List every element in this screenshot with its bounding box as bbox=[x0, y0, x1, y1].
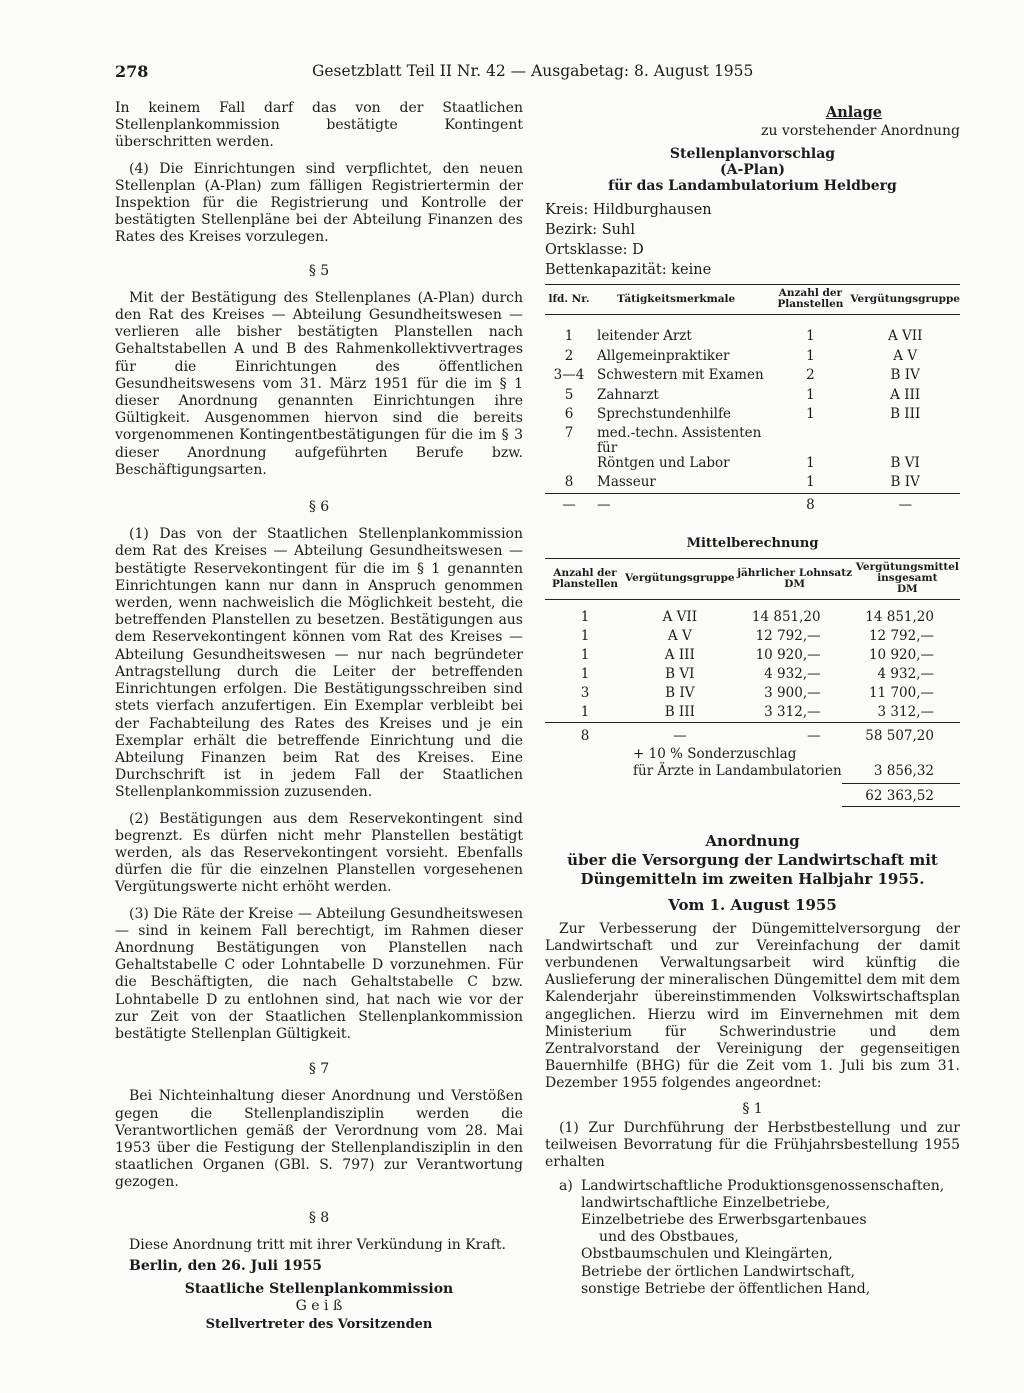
cell-lohnsatz: 3 312,— bbox=[764, 704, 821, 721]
ordinance-title-line: Düngemitteln im zweiten Halbjahr 1955. bbox=[580, 870, 925, 889]
table-header-row bbox=[545, 559, 960, 600]
column-header: Vergütungsgruppe bbox=[625, 572, 735, 585]
cell-gruppe: A V bbox=[667, 628, 692, 645]
ordinance-title-line: Anordnung bbox=[705, 832, 800, 851]
paragraph: (3) Die Räte der Kreise — Abteilung Gesundheitswesen — sind in keinem Fall berechtigt, im Rahmen dieser Anordnung Bestätigungen von Planstellen nach Gehaltstabelle C oder Lohntabelle D vorzunehmen. Für die Beschäftigten, die nach Gehaltstabelle C bzw. Lohntabelle D zu entlohnen sind, hat nach wie vor der zur Zeit von der Staatlichen Stellenplankommission bestätigte Stellenplan Gültigkeit. bbox=[115, 905, 523, 1042]
list-item-line: und des Obstbaues, bbox=[599, 1229, 739, 1246]
paragraph: (4) Die Einrichtungen sind verpflichtet, den neuen Stellenplan (A-Plan) zum fälligen Registriertermin der Inspektion für die Registrierung und Kontrolle der bestätigten Stellenpläne bei der Abteilung Finanzen des Rates des Kreises vorzulegen. bbox=[115, 160, 523, 246]
cell-nr: 8 bbox=[564, 474, 574, 491]
cell-gruppe: A III bbox=[890, 386, 921, 403]
zuschlag-block bbox=[545, 746, 960, 810]
left-column bbox=[115, 100, 523, 1333]
list-item-line: landwirtschaftliche Einzelbetriebe, bbox=[581, 1194, 831, 1211]
list-item-text: Landwirtschaftliche Produktionsgenossenschaften, bbox=[581, 1177, 945, 1194]
table-header-row bbox=[545, 285, 960, 315]
cell-anzahl: 8 bbox=[770, 493, 850, 515]
cell-lohnsatz: 3 900,— bbox=[764, 685, 821, 702]
cell-merkmal: Schwestern mit Examen bbox=[597, 367, 764, 384]
cell-gruppe: B IV bbox=[665, 685, 695, 702]
cell-summe: 11 700,— bbox=[868, 685, 934, 702]
cell-gruppe: A III bbox=[664, 647, 695, 664]
list-item-line: Betriebe der örtlichen Landwirtschaft, bbox=[581, 1263, 856, 1280]
column-header: Vergütungsgruppe bbox=[850, 292, 960, 305]
cell-anzahl: 1 bbox=[580, 647, 590, 664]
list-item-line: Obstbaumschulen und Kleingärten, bbox=[581, 1246, 833, 1263]
signature-name: G e i ß bbox=[295, 1298, 343, 1315]
page-running-title: Gesetzblatt Teil II Nr. 42 — Ausgabetag: 8. August 1955 bbox=[312, 62, 754, 80]
section-heading: § 8 bbox=[308, 1209, 330, 1226]
paragraph: In keinem Fall darf das von der Staatlichen Stellenplankommission bestätigte Kontingent überschritten werden. bbox=[115, 100, 523, 151]
cell-nr: 1 bbox=[564, 328, 574, 345]
cell-merkmal-line: Röntgen und Labor bbox=[597, 455, 730, 472]
total-value: 62 363,52 bbox=[865, 788, 934, 805]
cell-merkmal: Zahnarzt bbox=[597, 386, 659, 403]
cell-anzahl: 1 bbox=[806, 328, 815, 345]
section-heading: § 7 bbox=[308, 1061, 330, 1078]
cell-gruppe: B VI bbox=[890, 455, 920, 472]
table-row bbox=[545, 600, 960, 628]
meta-betten: Bettenkapazität: keine bbox=[545, 262, 712, 279]
place-date: Berlin, den 26. Juli 1955 bbox=[129, 1257, 322, 1274]
cell-anzahl: 1 bbox=[806, 455, 815, 472]
paragraph: (1) Zur Durchführung der Herbstbestellung und zur teilweisen Bevorratung für die Frühjahrsbestellung 1955 erhalten bbox=[545, 1119, 960, 1171]
stellenplan-table bbox=[545, 284, 960, 515]
cell-gruppe: A V bbox=[893, 347, 918, 364]
column-header: Anzahl der Planstellen bbox=[777, 287, 844, 311]
cell-summe: 3 312,— bbox=[877, 704, 934, 721]
table-row bbox=[545, 627, 960, 646]
cell-summe: 10 920,— bbox=[868, 647, 934, 664]
table-row bbox=[545, 405, 960, 424]
zuschlag-label: für Ärzte in Landambulatorien bbox=[633, 763, 842, 780]
cell-merkmal: Sprechstundenhilfe bbox=[597, 406, 731, 423]
table-sum-row bbox=[545, 723, 960, 747]
cell-lohnsatz: 14 851,20 bbox=[751, 609, 821, 626]
mittelberechnung-heading: Mittelberechnung bbox=[686, 536, 819, 552]
cell-gruppe: B VI bbox=[665, 666, 695, 683]
cell-gruppe: B III bbox=[890, 406, 921, 423]
cell-lohnsatz: — bbox=[735, 723, 855, 747]
cell-gruppe: B IV bbox=[890, 367, 920, 384]
recipient-list bbox=[545, 1178, 960, 1298]
cell-gruppe: A VII bbox=[887, 328, 923, 345]
paragraph: Zur Verbesserung der Düngemittelversorgung der Landwirtschaft und zur Vereinfachung der damit verbundenen Verwaltungsarbeit wird künftig die Auslieferung der mineralischen Düngemittel dem mit dem Kalenderjahr übereinstimmenden Volkswirtschaftsplan angeglichen. Hierzu wird im Einvernehmen mit dem Ministerium für Schwerindustrie und dem Zentralvorstand der Vereinigung der gegenseitigen Bauernhilfe (BHG) für die Zeit vom 1. Juli bis zum 31. Dezember 1955 folgendes angeordnet: bbox=[545, 920, 960, 1092]
cell-lohnsatz: 10 920,— bbox=[755, 647, 821, 664]
section-heading: § 6 bbox=[308, 499, 330, 516]
column-header-unit: DM bbox=[896, 583, 918, 596]
cell-anzahl: 1 bbox=[580, 628, 590, 645]
paragraph: Diese Anordnung tritt mit ihrer Verkündung in Kraft. bbox=[129, 1236, 506, 1253]
paragraph: (2) Bestätigungen aus dem Reservekontingent sind begrenzt. Es dürfen nicht mehr Planstellen bestätigt werden, als das Reservekontingent vorsieht. Ebenfalls dürfen die für die einzelnen Planstellen vorgesehenen Vergütungswerte nicht erhöht werden. bbox=[115, 810, 523, 896]
cell-merkmal: Allgemeinpraktiker bbox=[597, 347, 730, 364]
plan-title bbox=[545, 146, 960, 194]
cell-nr: 6 bbox=[564, 406, 574, 423]
cell-merkmal-line: med.-techn. Assistenten für bbox=[597, 425, 762, 457]
plan-title-line: für das Landambulatorium Heldberg bbox=[608, 178, 897, 195]
cell-merkmal: leitender Arzt bbox=[597, 328, 692, 345]
table-row bbox=[545, 424, 960, 473]
cell-lohnsatz: 12 792,— bbox=[755, 628, 821, 645]
cell-gruppe: — bbox=[850, 493, 960, 515]
cell-gruppe: B IV bbox=[890, 474, 920, 491]
column-header: lfd. Nr. bbox=[548, 292, 590, 305]
table-row bbox=[545, 473, 960, 493]
list-item-line: Einzelbetriebe des Erwerbsgartenbaues bbox=[581, 1211, 867, 1228]
cell-summe: 58 507,20 bbox=[855, 723, 960, 747]
meta-kreis: Kreis: Hildburghausen bbox=[545, 202, 712, 219]
annex-subheading: zu vorstehender Anordnung bbox=[761, 123, 960, 140]
cell-lohnsatz: 4 932,— bbox=[764, 666, 821, 683]
table-row bbox=[545, 347, 960, 366]
column-header-line: Vergütungsmittel insgesamt bbox=[855, 561, 959, 585]
section-heading: § 1 bbox=[742, 1100, 763, 1117]
plan-meta bbox=[545, 200, 960, 280]
column-header-unit: DM bbox=[784, 577, 805, 590]
table-row bbox=[545, 386, 960, 405]
table-row bbox=[545, 684, 960, 703]
cell-nr: 3—4 bbox=[553, 367, 585, 384]
plan-title-line: Stellenplanvorschlag bbox=[669, 146, 836, 163]
table-row bbox=[545, 665, 960, 684]
zuschlag-value: 3 856,32 bbox=[873, 763, 934, 780]
annex-heading: Anlage bbox=[825, 104, 882, 121]
cell-merkmal: — bbox=[593, 493, 770, 515]
ordinance-title bbox=[545, 832, 960, 889]
column-header bbox=[735, 559, 855, 600]
cell-anzahl: 2 bbox=[806, 367, 815, 384]
cell-gruppe: A VII bbox=[662, 609, 698, 626]
cell-merkmal bbox=[593, 424, 770, 473]
signature-organization: Staatliche Stellenplankommission bbox=[184, 1281, 454, 1298]
cell-anzahl: 1 bbox=[806, 406, 815, 423]
paragraph: (1) Das von der Staatlichen Stellenplankommission dem Rat des Kreises — Abteilung Gesundheitswesen — bestätigte Reservekontingent für die im § 1 genannten Einrichtungen kann nur dann in Anspruch genommen werden, wenn nachweislich die Möglichkeit besteht, die betreffenden Planstellen zu besetzen. Bestätigungen aus dem Reservekontingent können vom Rat des Kreises — Abteilung Gesundheitswesen — nur nach begründeter Antragstellung durch die Leiter der betreffenden Einrichtungen erfolgen. Die Bestätigungsschreiben sind stets vierfach anzufertigen. Ein Exemplar verbleibt bei der Fachabteilung des Rates des Kreises und je ein Exemplar erhält die betreffende Einrichtung und die Abteilung Finanzen beim Rat des Kreises. Eine Durchschrift ist in jedem Fall der Staatlichen Stellenplankommission zuzusenden. bbox=[115, 526, 523, 801]
list-marker: a) bbox=[559, 1177, 573, 1194]
table-row bbox=[545, 366, 960, 385]
page-header bbox=[115, 62, 960, 86]
cell-anzahl: 3 bbox=[580, 685, 590, 702]
cell-gruppe: — bbox=[625, 723, 735, 747]
table-row bbox=[545, 315, 960, 347]
cell-anzahl: 1 bbox=[580, 609, 590, 626]
cell-anzahl: 1 bbox=[580, 666, 590, 683]
cell-summe: 12 792,— bbox=[868, 628, 934, 645]
cell-nr: 5 bbox=[564, 386, 574, 403]
cell-anzahl: 1 bbox=[806, 386, 815, 403]
cell-summe: 4 932,— bbox=[877, 666, 934, 683]
right-column bbox=[545, 100, 960, 1298]
cell-merkmal: Masseur bbox=[597, 474, 656, 491]
column-header: Anzahl der Planstellen bbox=[551, 566, 619, 590]
plan-title-line: (A-Plan) bbox=[719, 162, 786, 179]
meta-bezirk: Bezirk: Suhl bbox=[545, 222, 635, 239]
column-header: Tätigkeitsmerkmale bbox=[617, 292, 736, 305]
cell-anzahl: 1 bbox=[580, 704, 590, 721]
paragraph: Mit der Bestätigung des Stellenplanes (A-Plan) durch den Rat des Kreises — Abteilung Gesundheitswesen — verlieren alle bisher bestätigten Planstellen nach Gehaltstabellen A und B des Rahmenkollektivvertrages für die Einrichtungen des öffentlichen Gesundheitswesens vom 31. März 1951 für die im § 1 dieser Anordnung genannten Einrichtungen ihre Gültigkeit. Ausgenommen hiervon sind die bereits vorgenommenen Kontingentbestätigungen für die im § 3 dieser Anordnung aufgeführten Berufe bzw. Beschäftigungsarten. bbox=[115, 289, 523, 478]
signature-role: Stellvertreter des Vorsitzenden bbox=[205, 1316, 433, 1332]
meta-ortsklasse: Ortsklasse: D bbox=[545, 242, 644, 259]
section-heading: § 5 bbox=[308, 262, 330, 279]
table-sum-row bbox=[545, 493, 960, 515]
page-number: 278 bbox=[115, 62, 149, 81]
table-row bbox=[545, 703, 960, 723]
column-header bbox=[855, 559, 960, 600]
cell-anzahl: 8 bbox=[545, 723, 625, 747]
cell-gruppe: B III bbox=[664, 704, 695, 721]
paragraph: Bei Nichteinhaltung dieser Anordnung und Verstößen gegen die Stellenplandisziplin werden die Verantwortlichen gemäß der Verordnung vom 28. Mai 1953 über die Festigung der Stellenplandisziplin in den staatlichen Organen (GBl. S. 797) zur Verantwortung gezogen. bbox=[115, 1088, 523, 1191]
table-row bbox=[545, 646, 960, 665]
cell-nr: 7 bbox=[564, 425, 574, 442]
zuschlag-label: + 10 % Sonderzuschlag bbox=[633, 746, 797, 763]
cell-anzahl: 1 bbox=[806, 474, 815, 491]
cell-anzahl: 1 bbox=[806, 347, 815, 364]
column-header-line: jährlicher Lohnsatz bbox=[737, 566, 853, 579]
ordinance-title-line: über die Versorgung der Landwirtschaft mit bbox=[567, 851, 938, 870]
cell-nr: 2 bbox=[564, 347, 574, 364]
ordinance-date: Vom 1. August 1955 bbox=[668, 896, 837, 915]
list-item-line: sonstige Betriebe der öffentlichen Hand, bbox=[581, 1280, 871, 1297]
list-item bbox=[545, 1178, 960, 1195]
mittelberechnung-table bbox=[545, 558, 960, 746]
cell-summe: 14 851,20 bbox=[865, 609, 934, 626]
cell-nr: — bbox=[545, 493, 593, 515]
